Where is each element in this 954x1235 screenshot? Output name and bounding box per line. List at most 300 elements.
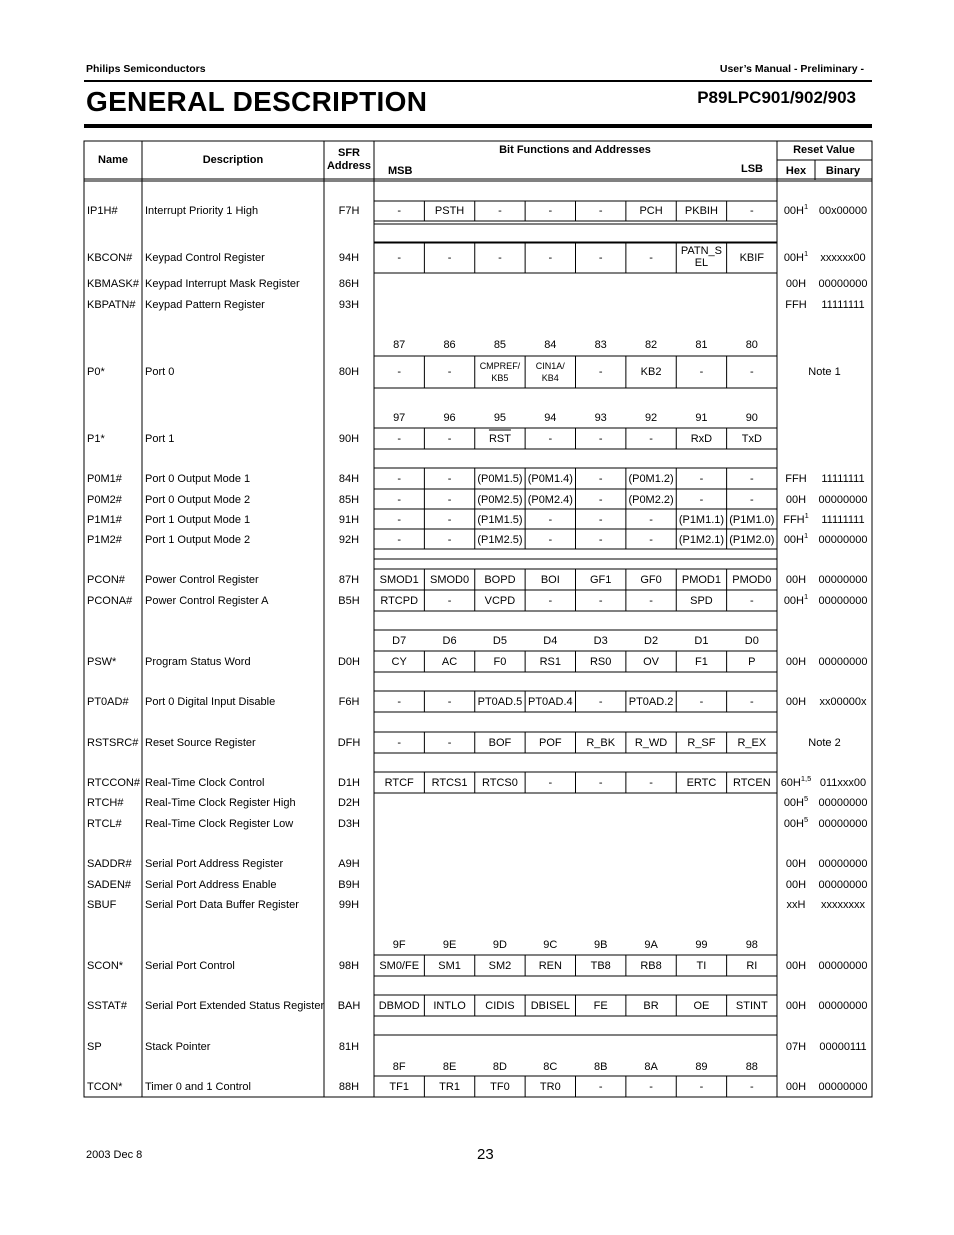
reset-hex: $00H^1$ — [783, 531, 809, 546]
bit-name: RS0 — [589, 656, 612, 668]
bit-address: 89 — [695, 1061, 708, 1073]
reset-binary: xxxxxx00 — [820, 252, 866, 264]
footnote-ref: 5 — [804, 794, 809, 803]
bit-name: VCPD — [484, 595, 516, 607]
bit-address: 9F — [392, 939, 406, 951]
header-reset-value: Reset Value — [793, 144, 855, 156]
bit-name: (P0M1.5) — [477, 473, 523, 485]
bit-name: - — [447, 366, 452, 378]
bit-name: - — [749, 473, 754, 485]
reset-hex: 00H — [785, 960, 807, 972]
sfr-address: 87H — [338, 574, 360, 586]
reset-binary: 00000000 — [818, 1081, 868, 1093]
bit-name: EL — [694, 257, 709, 269]
sfr-address: F6H — [338, 696, 360, 708]
footnote-ref: 1 — [804, 249, 809, 258]
header-binary: Binary — [825, 165, 861, 177]
sfr-address: B5H — [338, 595, 360, 607]
bit-name: RTCS1 — [431, 777, 468, 789]
bit-name: - — [749, 205, 754, 217]
bit-name: - — [598, 433, 603, 445]
register-description: Stack Pointer — [145, 1041, 211, 1053]
bit-address: D4 — [543, 635, 558, 647]
sfr-address: 84H — [338, 473, 360, 485]
bit-name: (P1M1.5) — [477, 514, 523, 526]
header-msb: MSB — [388, 165, 413, 177]
register-description: Port 0 Digital Input Disable — [145, 696, 276, 708]
footnote-ref: 5 — [804, 815, 809, 824]
reset-binary: 00000000 — [818, 656, 868, 668]
bit-name: - — [548, 595, 553, 607]
bit-address: 82 — [644, 339, 658, 351]
bit-address: 8E — [442, 1061, 457, 1073]
reset-hex: 00H — [785, 696, 807, 708]
sfr-address: D2H — [337, 797, 361, 809]
bit-name: BOF — [488, 737, 512, 749]
bit-name: DBMOD — [378, 1000, 420, 1012]
part-number: P89LPC901/902/903 — [697, 88, 856, 107]
bit-name: - — [598, 595, 603, 607]
bit-name: - — [749, 366, 754, 378]
bit-name: ERTC — [686, 777, 717, 789]
bit-name: PMOD0 — [732, 574, 772, 586]
bit-address: 94 — [544, 412, 557, 424]
bit-address: 92 — [644, 412, 658, 424]
bit-name: - — [649, 777, 653, 789]
bit-name: REN — [538, 960, 562, 972]
bit-name: STINT — [735, 1000, 768, 1012]
bit-name: AC — [441, 656, 458, 668]
bit-name: - — [447, 514, 452, 526]
bit-name: - — [598, 494, 603, 506]
register-description: Keypad Interrupt Mask Register — [145, 278, 300, 290]
bit-name: OV — [643, 656, 660, 668]
reset-binary: 00000000 — [818, 278, 868, 290]
bit-address: 85 — [493, 339, 507, 351]
register-description: Port 0 — [145, 366, 175, 378]
bit-name: (P1M2.0) — [729, 534, 775, 546]
bit-name: RTCS0 — [482, 777, 518, 789]
bit-address: 9E — [442, 939, 457, 951]
header-sfr: SFR — [338, 147, 360, 159]
footnote-ref: 1 — [804, 202, 809, 211]
register-description: Real-Time Clock Register Low — [145, 818, 294, 830]
sfr-address: BAH — [337, 1000, 361, 1012]
register-name: RTCH# — [87, 797, 124, 809]
header-lsb: LSB — [741, 163, 763, 175]
bit-name: BOI — [540, 574, 560, 586]
reset-hex: 00H — [785, 1000, 807, 1012]
header-bit-functions: Bit Functions and Addresses — [499, 144, 651, 156]
reset-hex: 00H — [785, 494, 807, 506]
bit-name: PKBIH — [684, 205, 718, 217]
bit-name: RS1 — [539, 656, 562, 668]
reset-hex: 00H — [785, 879, 807, 891]
bit-name: - — [447, 696, 452, 708]
sfr-address: 93H — [338, 299, 360, 311]
reset-hex: 07H — [785, 1041, 807, 1053]
sfr-address: DFH — [337, 737, 361, 749]
register-description: Keypad Control Register — [145, 252, 265, 264]
bit-address: D2 — [644, 635, 659, 647]
reset-binary: 00000000 — [818, 595, 868, 607]
register-name: SSTAT# — [87, 1000, 127, 1012]
bit-name: - — [749, 494, 754, 506]
register-description: Power Control Register — [145, 574, 259, 586]
bit-address: 8B — [593, 1061, 608, 1073]
bit-name: TR1 — [439, 1081, 460, 1093]
bit-name: RTCPD — [380, 595, 419, 607]
bit-address: 9D — [492, 939, 507, 951]
bit-name: - — [397, 252, 402, 264]
register-description: Serial Port Extended Status Register — [145, 1000, 325, 1012]
bit-name: SMOD1 — [379, 574, 419, 586]
bit-address: 91 — [695, 412, 708, 424]
footnote-ref: 1,5 — [800, 774, 812, 783]
bit-name: TI — [696, 960, 707, 972]
sfr-address: A9H — [338, 858, 360, 870]
register-description: Program Status Word — [145, 656, 251, 668]
bit-name: - — [749, 1081, 754, 1093]
reset-note: Note 2 — [808, 737, 841, 749]
register-name: SBUF — [87, 899, 117, 911]
bit-name: SM0/FE — [379, 960, 420, 972]
bit-address: 9C — [543, 939, 558, 951]
bit-address: 84 — [544, 339, 557, 351]
bit-name: CY — [391, 656, 407, 668]
bit-name: CIDIS — [485, 1000, 515, 1012]
bit-name: - — [397, 696, 402, 708]
bit-name: - — [649, 534, 653, 546]
bit-name: (P0M2.4) — [527, 494, 573, 506]
reset-binary: 00000000 — [818, 858, 868, 870]
reset-binary: 011xxx00 — [819, 777, 867, 789]
register-description: Real-Time Clock Control — [145, 777, 265, 789]
reset-hex: 00H — [785, 656, 807, 668]
bit-name: - — [447, 252, 452, 264]
bit-name: - — [548, 433, 553, 445]
register-description: Keypad Pattern Register — [145, 299, 265, 311]
bit-address: 98 — [745, 939, 758, 951]
bit-name: SPD — [690, 595, 713, 607]
bit-address: D7 — [392, 635, 407, 647]
bit-address: 8F — [392, 1061, 406, 1073]
reset-hex: 00H — [785, 574, 807, 586]
bit-name: - — [699, 473, 704, 485]
bit-name: - — [598, 777, 603, 789]
sfr-address: D0H — [337, 656, 361, 668]
register-description: Port 1 Output Mode 2 — [145, 534, 251, 546]
bit-name: (P0M1.4) — [527, 473, 573, 485]
reset-binary: 00000000 — [818, 494, 868, 506]
bit-name: - — [397, 473, 402, 485]
bit-name: RTCF — [384, 777, 414, 789]
reset-hex: FFH — [785, 299, 807, 311]
bit-name: OE — [693, 1000, 710, 1012]
bit-name: R_SF — [687, 737, 716, 749]
bit-name: (P0M2.2) — [628, 494, 674, 506]
bit-name: - — [699, 494, 704, 506]
bit-name: - — [699, 366, 704, 378]
bit-name: - — [447, 595, 452, 607]
register-name: RSTSRC# — [87, 737, 139, 749]
bit-name: - — [649, 433, 653, 445]
reset-hex: 00H — [785, 858, 807, 870]
sfr-address: 85H — [338, 494, 360, 506]
bit-name: - — [649, 252, 653, 264]
bit-name: - — [699, 696, 704, 708]
bit-name: - — [548, 205, 553, 217]
bit-name: (P1M1.0) — [729, 514, 775, 526]
register-description: Serial Port Data Buffer Register — [145, 899, 299, 911]
page-title: GENERAL DESCRIPTION — [86, 86, 428, 117]
bit-name: - — [447, 473, 452, 485]
reset-hex: FFH — [785, 473, 807, 485]
sfr-address: F7H — [338, 205, 360, 217]
reset-binary: 11111111 — [821, 473, 865, 485]
bit-name: BOPD — [484, 574, 516, 586]
bit-name: SM2 — [488, 960, 512, 972]
bit-name: - — [598, 205, 603, 217]
register-description: Power Control Register A — [145, 595, 269, 607]
register-name: P0M1# — [87, 473, 122, 485]
bit-name: - — [598, 696, 603, 708]
bit-name: (P0M1.2) — [628, 473, 674, 485]
bit-name: DBISEL — [530, 1000, 570, 1012]
bit-name: TF0 — [490, 1081, 510, 1093]
register-description: Serial Port Address Enable — [145, 879, 277, 891]
sfr-address: 88H — [338, 1081, 360, 1093]
bit-name: POF — [539, 737, 562, 749]
bit-name: PATN_S — [680, 245, 723, 257]
register-name: P1M1# — [87, 514, 122, 526]
bit-name: - — [397, 433, 402, 445]
bit-name: R_BK — [586, 737, 616, 749]
reset-binary: 00000000 — [818, 534, 868, 546]
header-hex: Hex — [785, 165, 807, 177]
bit-name: SMOD0 — [430, 574, 470, 586]
register-name: PT0AD# — [87, 696, 129, 708]
footnote-ref: 1 — [804, 511, 809, 520]
bit-name: PT0AD.2 — [628, 696, 674, 708]
bit-name: - — [397, 494, 402, 506]
footnote-ref: 1 — [804, 531, 809, 540]
sfr-address: 94H — [338, 252, 360, 264]
bit-address: D1 — [694, 635, 709, 647]
bit-name: (P1M1.1) — [678, 514, 725, 526]
reset-hex: xxH — [786, 899, 806, 911]
bit-name: - — [397, 514, 402, 526]
bit-address: 87 — [393, 339, 406, 351]
bit-name: FE — [593, 1000, 608, 1012]
bit-name: - — [649, 514, 653, 526]
bit-name: RTCEN — [732, 777, 771, 789]
bit-address: 9B — [593, 939, 608, 951]
bit-name: - — [397, 534, 402, 546]
header-name: Name — [98, 154, 128, 166]
bit-name: - — [598, 252, 603, 264]
reset-hex: 00H — [785, 1081, 807, 1093]
bit-address: 90 — [745, 412, 758, 424]
sfr-address: B9H — [338, 879, 360, 891]
reset-binary: xx00000x — [819, 696, 867, 708]
bit-name: - — [447, 737, 452, 749]
bit-name: CIN1A/ — [535, 361, 565, 371]
bit-name: F1 — [695, 656, 708, 668]
bit-name: SM1 — [438, 960, 461, 972]
bit-name: R_WD — [634, 737, 668, 749]
reset-hex: $00H^1$ — [783, 249, 809, 264]
register-name: RTCL# — [87, 818, 122, 830]
bit-address: 86 — [443, 339, 456, 351]
bit-name: - — [699, 1081, 704, 1093]
bit-address: 88 — [745, 1061, 758, 1073]
register-name: P1M2# — [87, 534, 122, 546]
sfr-address: 98H — [338, 960, 360, 972]
reset-hex: $00H^5$ — [783, 794, 809, 809]
bit-name: - — [498, 205, 502, 217]
sfr-address: D1H — [337, 777, 361, 789]
bit-address: 83 — [594, 339, 607, 351]
reset-binary: 00000000 — [818, 879, 868, 891]
register-description: Port 0 Output Mode 2 — [145, 494, 251, 506]
bit-address: 8C — [543, 1061, 558, 1073]
sfr-address: 81H — [338, 1041, 360, 1053]
reset-hex: $00H^1$ — [783, 592, 809, 607]
register-name: KBPATN# — [87, 299, 136, 311]
bit-name: - — [548, 777, 553, 789]
register-description: Port 0 Output Mode 1 — [145, 473, 251, 485]
bit-name: - — [397, 737, 402, 749]
bit-name: GF1 — [589, 574, 612, 586]
bit-name: PSTH — [434, 205, 465, 217]
bit-name: - — [649, 1081, 653, 1093]
sfr-address: 86H — [338, 278, 360, 290]
bit-name: BR — [643, 1000, 659, 1012]
bit-name: PT0AD.5 — [477, 696, 523, 708]
bit-address: D3 — [593, 635, 608, 647]
bit-name: - — [598, 514, 603, 526]
bit-address: 95 — [493, 412, 507, 424]
register-description: Real-Time Clock Register High — [145, 797, 296, 809]
reset-binary: 00000000 — [818, 960, 868, 972]
bit-name: - — [548, 514, 553, 526]
bit-name: RB8 — [640, 960, 662, 972]
header-sfr-address: Address — [326, 160, 372, 172]
bit-address: D6 — [442, 635, 457, 647]
register-name: RTCCON# — [87, 777, 140, 789]
bit-name: TxD — [741, 433, 762, 445]
bit-address: D5 — [492, 635, 507, 647]
footnote-ref: 1 — [804, 592, 809, 601]
register-description: Port 1 — [145, 433, 175, 445]
register-description: Port 1 Output Mode 1 — [145, 514, 251, 526]
bit-name: - — [598, 1081, 603, 1093]
bit-address: 8A — [644, 1061, 658, 1073]
bit-name: - — [447, 433, 452, 445]
register-name: KBMASK# — [87, 278, 139, 290]
register-name: P1* — [87, 433, 105, 445]
register-description: Serial Port Address Register — [145, 858, 284, 870]
bit-address: 97 — [393, 412, 406, 424]
bit-name: - — [498, 252, 502, 264]
bit-name: PT0AD.4 — [527, 696, 573, 708]
bit-name: - — [447, 534, 452, 546]
company-name: Philips Semiconductors — [86, 63, 206, 75]
bit-address: 93 — [594, 412, 607, 424]
bit-name: PMOD1 — [681, 574, 721, 586]
register-name: SADDR# — [87, 858, 132, 870]
register-name: SP — [87, 1041, 102, 1053]
bit-address: D0 — [744, 635, 759, 647]
reset-note: Note 1 — [808, 366, 841, 378]
reset-binary: 11111111 — [821, 514, 865, 526]
bit-name: - — [749, 696, 754, 708]
sfr-address: D3H — [337, 818, 361, 830]
bit-name: (P1M2.1) — [678, 534, 725, 546]
sfr-address: 99H — [338, 899, 360, 911]
bit-name: KB2 — [640, 366, 662, 378]
bit-name: RST — [488, 433, 511, 445]
bit-name: PCH — [639, 205, 663, 217]
register-description: Interrupt Priority 1 High — [145, 205, 259, 217]
sfr-address: 90H — [338, 433, 360, 445]
reset-hex: $00H^1$ — [783, 202, 809, 217]
bit-name: TR0 — [539, 1081, 561, 1093]
manual-label: User’s Manual - Preliminary - — [719, 63, 864, 75]
bit-name: KB4 — [541, 373, 559, 383]
bit-name: INTLO — [433, 1000, 466, 1012]
register-name: PSW* — [87, 656, 117, 668]
register-description: Reset Source Register — [145, 737, 256, 749]
register-name: KBCON# — [87, 252, 133, 264]
header-description: Description — [202, 154, 264, 166]
reset-binary: 11111111 — [821, 299, 865, 311]
bit-name: - — [548, 534, 553, 546]
bit-address: 99 — [695, 939, 708, 951]
bit-name: - — [598, 534, 603, 546]
register-name: IP1H# — [87, 205, 118, 217]
bit-name: - — [447, 494, 452, 506]
reset-hex: FFH$^1$ — [783, 511, 809, 526]
bit-name: (P0M2.5) — [477, 494, 523, 506]
reset-binary: xxxxxxxx — [821, 899, 865, 911]
page-number: 23 — [477, 1146, 494, 1163]
reset-binary: 00000000 — [818, 818, 868, 830]
bit-name: TB8 — [590, 960, 611, 972]
register-description: Serial Port Control — [145, 960, 235, 972]
bit-name: GF0 — [640, 574, 662, 586]
register-name: P0M2# — [87, 494, 122, 506]
sfr-address: 80H — [338, 366, 360, 378]
bit-name: CMPREF/ — [479, 361, 521, 371]
register-name: PCON# — [87, 574, 125, 586]
bit-name: - — [397, 205, 402, 217]
bit-address: 9A — [644, 939, 658, 951]
reset-binary: 00000000 — [818, 574, 868, 586]
bit-name: - — [598, 366, 603, 378]
bit-name: KB5 — [491, 373, 509, 383]
reset-hex: $00H^5$ — [783, 815, 809, 830]
bit-address: 96 — [443, 412, 456, 424]
register-name: PCONA# — [87, 595, 133, 607]
sfr-address: 92H — [338, 534, 360, 546]
bit-address: 8D — [492, 1061, 507, 1073]
bit-name: F0 — [493, 656, 507, 668]
bit-address: 81 — [695, 339, 708, 351]
register-name: SADEN# — [87, 879, 132, 891]
bit-name: RI — [746, 960, 758, 972]
